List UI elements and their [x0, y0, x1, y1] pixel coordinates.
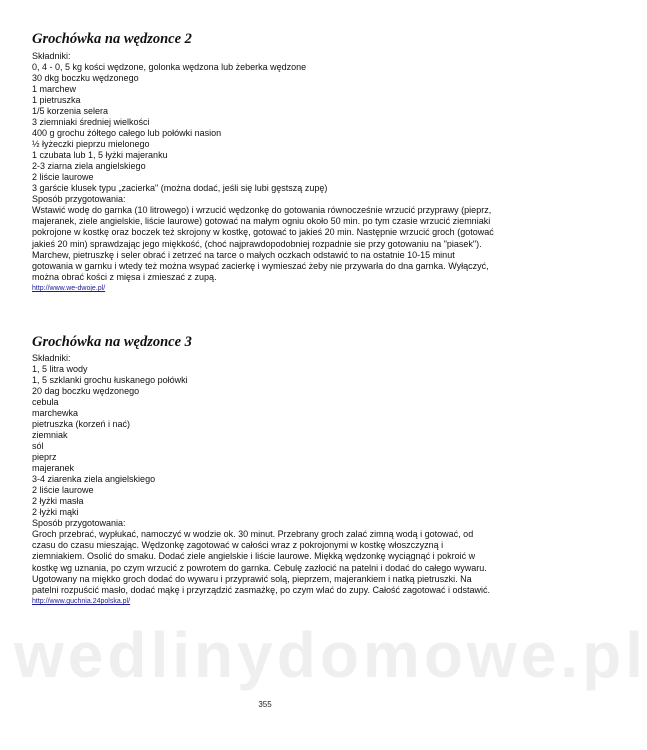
- recipe-1-title: Grochówka na wędzonce 2: [32, 31, 192, 47]
- ingredient-item: 2 łyżki masła: [32, 496, 84, 506]
- method-text: Wstawić wodę do garnka (10 litrowego) i wrzucić wędzonkę do gotowania równocześnie wrzucić przyprawy (pieprz, majeranek, ziele angielskie, liście laurowe) gotować na małym ogniu około 50 min. po tym czasie wrzucić ziemniaki pokrojone w kostkę oraz boczek też skrojony w kostkę, gotować to jakieś 20 min. Następnie wrzucić groch (gotować jakieś 20 min) sprawdzając jego miękkość, (choć najprawdopodobniej rozpadnie sie przy gotowaniu na "piasek"). Marchew, pietruszkę i seler obrać i zetrzeć na tarce o małych oczkach odstawić to na ostatnie 10-15 minut gotowania w garnku i wtedy też można wsypać zacierkę i wymieszać żeby nie przywarła do dna garnka. Wyłączyć, można obrać kości z mięsa i zmieszać z zupą.: [32, 205, 494, 283]
- method-header: Sposób przygotowania:: [32, 518, 126, 528]
- page-number: 355: [258, 700, 272, 709]
- method-header: Sposób przygotowania:: [32, 194, 126, 204]
- ingredient-item: 2 liście laurowe: [32, 172, 94, 182]
- ingredient-item: 3 ziemniaki średniej wielkości: [32, 117, 150, 127]
- ingredient-list: [32, 364, 502, 518]
- ingredient-item: marchewka: [32, 408, 79, 418]
- ingredients-header: Składniki:: [32, 51, 71, 61]
- source-link[interactable]: http://www.guchnia.24polska.pl/: [32, 598, 131, 606]
- recipe-2-title: Grochówka na wędzonce 3: [32, 334, 192, 350]
- ingredient-item: cebula: [32, 397, 59, 407]
- watermark: wedlinydomowe.pl: [14, 619, 647, 691]
- ingredient-item: 2-3 ziarna ziela angielskiego: [32, 161, 146, 171]
- ingredient-item: 1 marchew: [32, 84, 77, 94]
- ingredient-item: 2 liście laurowe: [32, 485, 94, 495]
- ingredient-item: pietruszka (korzeń i nać): [32, 419, 131, 429]
- ingredient-item: 1, 5 litra wody: [32, 364, 88, 374]
- ingredient-item: 1 czubata lub 1, 5 łyżki majeranku: [32, 150, 168, 160]
- ingredient-item: pieprz: [32, 452, 57, 462]
- method-text: Groch przebrać, wypłukać, namoczyć w wodzie ok. 30 minut. Przebrany groch zalać zimną wodą i gotować, od czasu do czasu mieszając. Wędzonkę zagotować w całości wraz z pokrojonymi w kostkę włoszczyzną i ziemniakiem. Osolić do smaku. Dodać ziele angielskie i liście laurowe. Miękką wędzonkę wyciągnąć i pokroić w kostkę wg uznania, po czym wrzucić z powrotem do garnka. Cebulę zazłocić na patelni i dodać do całego wywaru. Ugotowany na miękko groch dodać do wywaru i przyprawić solą, pieprzem, majerankiem i natką pietruszki. Na patelni rozpuścić masło, dodać mąkę i przyrządzić zasmażkę, po czym wlać do zupy. Całość zagotować i odstawić.: [32, 529, 491, 596]
- ingredient-item: majeranek: [32, 463, 75, 473]
- ingredient-item: ½ łyżeczki pieprzu mielonego: [32, 139, 150, 149]
- ingredient-item: 2 łyżki mąki: [32, 507, 79, 517]
- ingredient-item: 3 garście klusek typu „zacierka" (można dodać, jeśli się lubi gęstszą zupę): [32, 183, 328, 193]
- recipe-1-body: [32, 51, 502, 294]
- ingredient-item: sól: [32, 441, 44, 451]
- ingredient-item: 20 dag boczku wędzonego: [32, 386, 140, 396]
- ingredient-item: 1/5 korzenia selera: [32, 106, 109, 116]
- source-link[interactable]: http://www.we-dwoje.pl/: [32, 285, 106, 293]
- ingredient-item: ziemniak: [32, 430, 68, 440]
- ingredients-header: Składniki:: [32, 353, 71, 363]
- ingredient-item: 400 g grochu żółtego całego lub połówki nasion: [32, 128, 222, 138]
- ingredient-item: 30 dkg boczku wędzonego: [32, 73, 139, 83]
- ingredient-list: [32, 62, 502, 194]
- ingredient-item: 3-4 ziarenka ziela angielskiego: [32, 474, 156, 484]
- ingredient-item: 1, 5 szklanki grochu łuskanego połówki: [32, 375, 188, 385]
- ingredient-item: 0, 4 - 0, 5 kg kości wędzone, golonka wędzona lub żeberka wędzone: [32, 62, 307, 72]
- recipe-2-body: [32, 353, 502, 607]
- ingredient-item: 1 pietruszka: [32, 95, 81, 105]
